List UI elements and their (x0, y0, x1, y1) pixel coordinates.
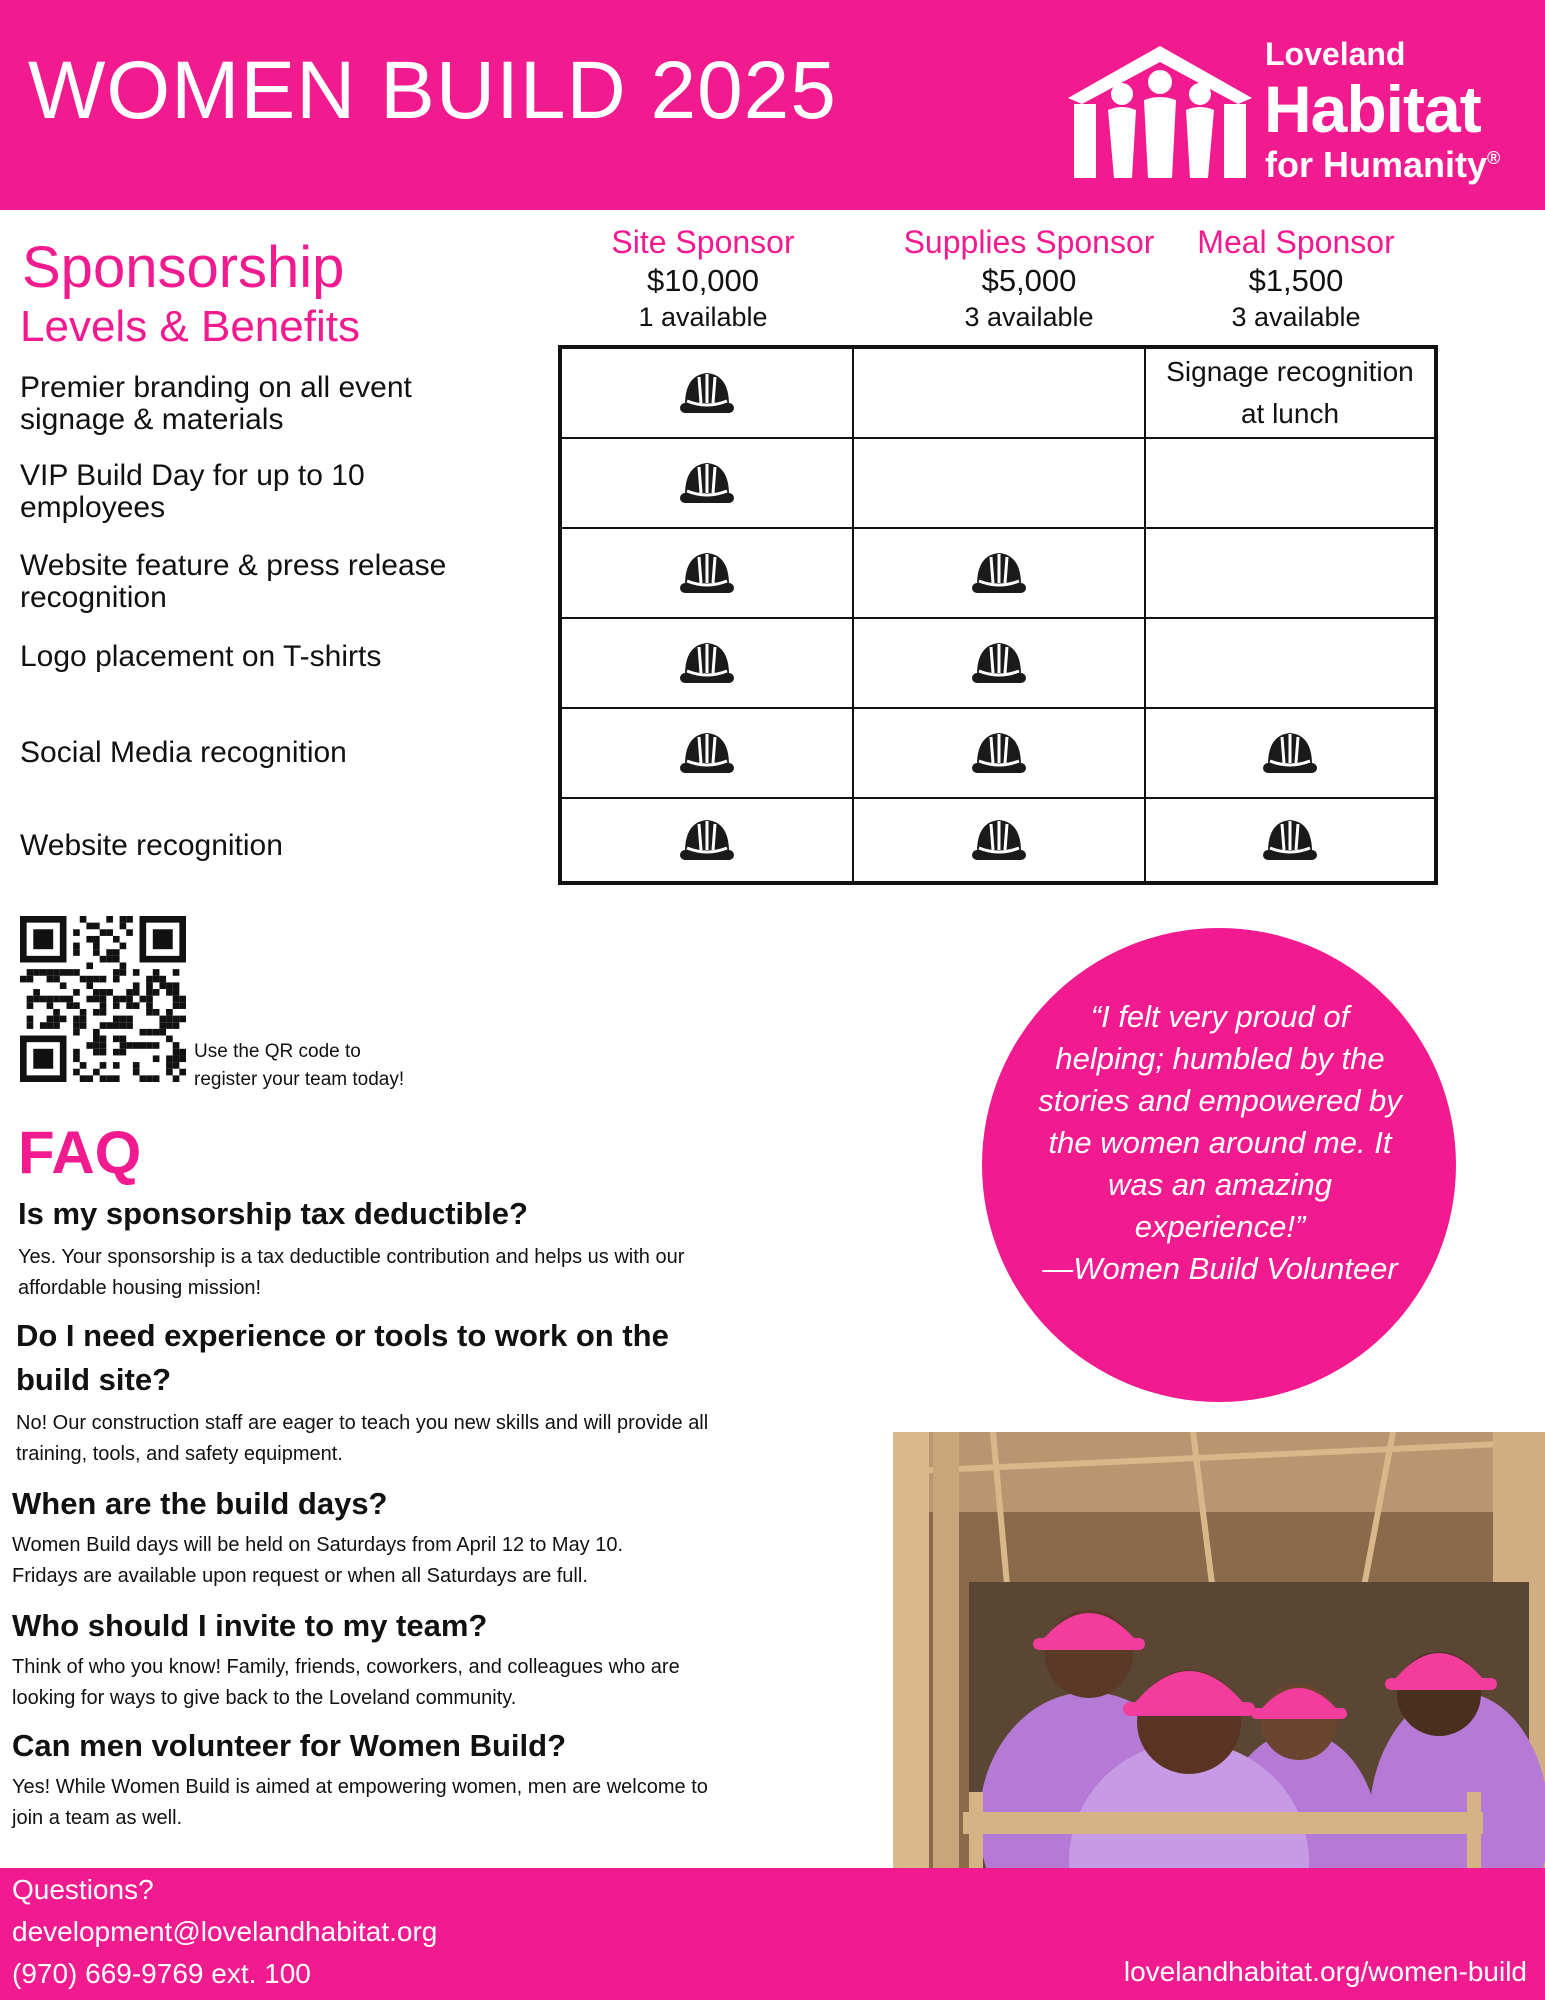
hard-hat-icon (969, 545, 1029, 601)
benefit-logo-tshirts (20, 641, 540, 673)
quote-line: was an amazing (1107, 1167, 1332, 1202)
level-name: Supplies Sponsor (903, 224, 1155, 260)
faq-answer-line: No! Our construction staff are eager to teach you new skills and will provide all (16, 1412, 709, 1434)
logo-text-loveland: Loveland (1265, 36, 1406, 72)
grid-cell (853, 798, 1145, 882)
hard-hat-icon (677, 725, 737, 781)
level-availability: 3 available (1231, 302, 1361, 332)
faq-answer-line: Yes! While Women Build is aimed at empowering women, men are welcome to (12, 1776, 708, 1798)
faq-answer-line: join a team as well. (12, 1807, 183, 1829)
faq-answer-line: affordable housing mission! (18, 1277, 262, 1299)
qr-code-icon[interactable] (20, 916, 186, 1082)
level-name: Meal Sponsor (1197, 224, 1395, 260)
grid-cell (853, 528, 1145, 618)
benefit-premier-branding (20, 372, 540, 436)
faq-title: FAQ (18, 1119, 142, 1186)
level-supplies-sponsor (864, 222, 1194, 334)
benefit-vip-build-day (20, 460, 540, 524)
benefit-social-media (20, 737, 540, 769)
habitat-logo (1060, 30, 1520, 200)
faq-question-line: build site? (16, 1362, 171, 1397)
quote-attribution: —Women Build Volunteer (1042, 1251, 1398, 1286)
level-availability: 3 available (964, 302, 1094, 332)
sponsorship-subtitle: Levels & Benefits (20, 302, 360, 351)
volunteers-photo (893, 1432, 1545, 1868)
benefit-line: signage & materials (20, 403, 284, 436)
logo-text-for-humanity (1265, 144, 1500, 186)
benefit-line: VIP Build Day for up to 10 (20, 459, 365, 492)
hard-hat-icon (969, 725, 1029, 781)
benefit-line: Website feature & press release (20, 549, 447, 582)
volunteer-quote (1010, 996, 1430, 1290)
quote-line: experience!” (1134, 1209, 1306, 1244)
faq-question: When are the build days? (12, 1486, 388, 1521)
faq-question: Is my sponsorship tax deductible? (18, 1196, 528, 1231)
benefit-website-recognition (20, 830, 540, 862)
qr-line: Use the QR code to (194, 1041, 361, 1062)
grid-cell (853, 348, 1145, 438)
level-price: $10,000 (646, 263, 760, 298)
faq-question: Can men volunteer for Women Build? (12, 1728, 567, 1763)
logo-registered-mark: ® (1487, 148, 1501, 168)
faq-question: Who should I invite to my team? (12, 1608, 488, 1643)
hard-hat-icon (1260, 725, 1320, 781)
faq-answer-line: looking for ways to give back to the Loveland community. (12, 1687, 517, 1709)
faq-answer-line: training, tools, and safety equipment. (16, 1443, 343, 1465)
faq-answer (16, 1408, 708, 1470)
grid-cell (561, 708, 853, 798)
footer-email-link[interactable]: development@lovelandhabitat.org (12, 1916, 438, 1947)
sponsorship-title: Sponsorship (22, 235, 345, 300)
grid-cell (561, 528, 853, 618)
grid-cell (1145, 618, 1435, 708)
grid-cell (1145, 438, 1435, 528)
faq-answer (18, 1242, 684, 1304)
benefit-line: employees (20, 491, 166, 524)
level-name: Site Sponsor (611, 224, 795, 260)
grid-cell (561, 798, 853, 882)
quote-line: stories and empowered by (1038, 1083, 1402, 1118)
habitat-house-people-icon (1060, 38, 1260, 188)
quote-line: helping; humbled by the (1055, 1041, 1385, 1076)
benefit-line: Website recognition (20, 829, 283, 862)
benefit-line: Premier branding on all event (20, 371, 412, 404)
benefit-line: Logo placement on T-shirts (20, 640, 382, 673)
faq-answer (12, 1530, 623, 1592)
faq-answer-line: Fridays are available upon request or when all Saturdays are full. (12, 1565, 588, 1587)
footer-questions: Questions? (12, 1874, 154, 1905)
faq-question (16, 1314, 669, 1402)
logo-for-humanity-label: for Humanity (1265, 144, 1488, 185)
footer-phone[interactable]: (970) 669-9769 ext. 100 (12, 1958, 311, 1989)
signage-line: at lunch (1240, 398, 1340, 429)
level-meal-sponsor (1146, 222, 1446, 334)
grid-cell (561, 618, 853, 708)
benefit-line: recognition (20, 581, 167, 614)
page-title: WOMEN BUILD 2025 (28, 45, 837, 136)
footer-banner (0, 1868, 1545, 2000)
hard-hat-icon (677, 545, 737, 601)
level-availability: 1 available (638, 302, 768, 332)
benefit-website-feature (20, 550, 540, 614)
level-price: $5,000 (981, 263, 1077, 298)
quote-line: “I felt very proud of (1090, 999, 1350, 1034)
level-site-sponsor (553, 222, 853, 334)
faq-answer-line: Think of who you know! Family, friends, coworkers, and colleagues who are (12, 1656, 680, 1678)
signage-line: Signage recognition (1166, 356, 1414, 387)
grid-cell (853, 618, 1145, 708)
footer-website-link[interactable]: lovelandhabitat.org/women-build (1123, 1956, 1527, 1987)
hard-hat-icon (969, 635, 1029, 691)
hard-hat-icon (677, 812, 737, 868)
faq-answer (12, 1772, 708, 1834)
grid-cell (561, 348, 853, 438)
qr-line: register your team today! (194, 1069, 405, 1090)
hard-hat-icon (677, 635, 737, 691)
hard-hat-icon (969, 812, 1029, 868)
grid-cell (1145, 798, 1435, 882)
hard-hat-icon (677, 455, 737, 511)
qr-instructions (194, 1038, 404, 1094)
faq-answer (12, 1652, 680, 1714)
faq-answer-line: Yes. Your sponsorship is a tax deductible contribution and helps us with our (18, 1246, 685, 1268)
header-banner (0, 0, 1545, 210)
grid-cell (853, 708, 1145, 798)
level-price: $1,500 (1248, 263, 1344, 298)
meal-signage-text (1166, 351, 1414, 435)
faq-question-line: Do I need experience or tools to work on the (16, 1318, 669, 1353)
hard-hat-icon (1260, 812, 1320, 868)
grid-cell (561, 438, 853, 528)
grid-cell (1145, 708, 1435, 798)
faq-answer-line: Women Build days will be held on Saturdays from April 12 to May 10. (12, 1534, 624, 1556)
benefits-grid (558, 345, 1438, 885)
grid-cell (853, 438, 1145, 528)
grid-cell-meal-signage (1145, 348, 1435, 438)
logo-text-habitat: Habitat (1264, 72, 1481, 146)
quote-line: the women around me. It (1048, 1125, 1392, 1160)
hard-hat-icon (677, 365, 737, 421)
grid-cell (1145, 528, 1435, 618)
benefit-line: Social Media recognition (20, 736, 347, 769)
